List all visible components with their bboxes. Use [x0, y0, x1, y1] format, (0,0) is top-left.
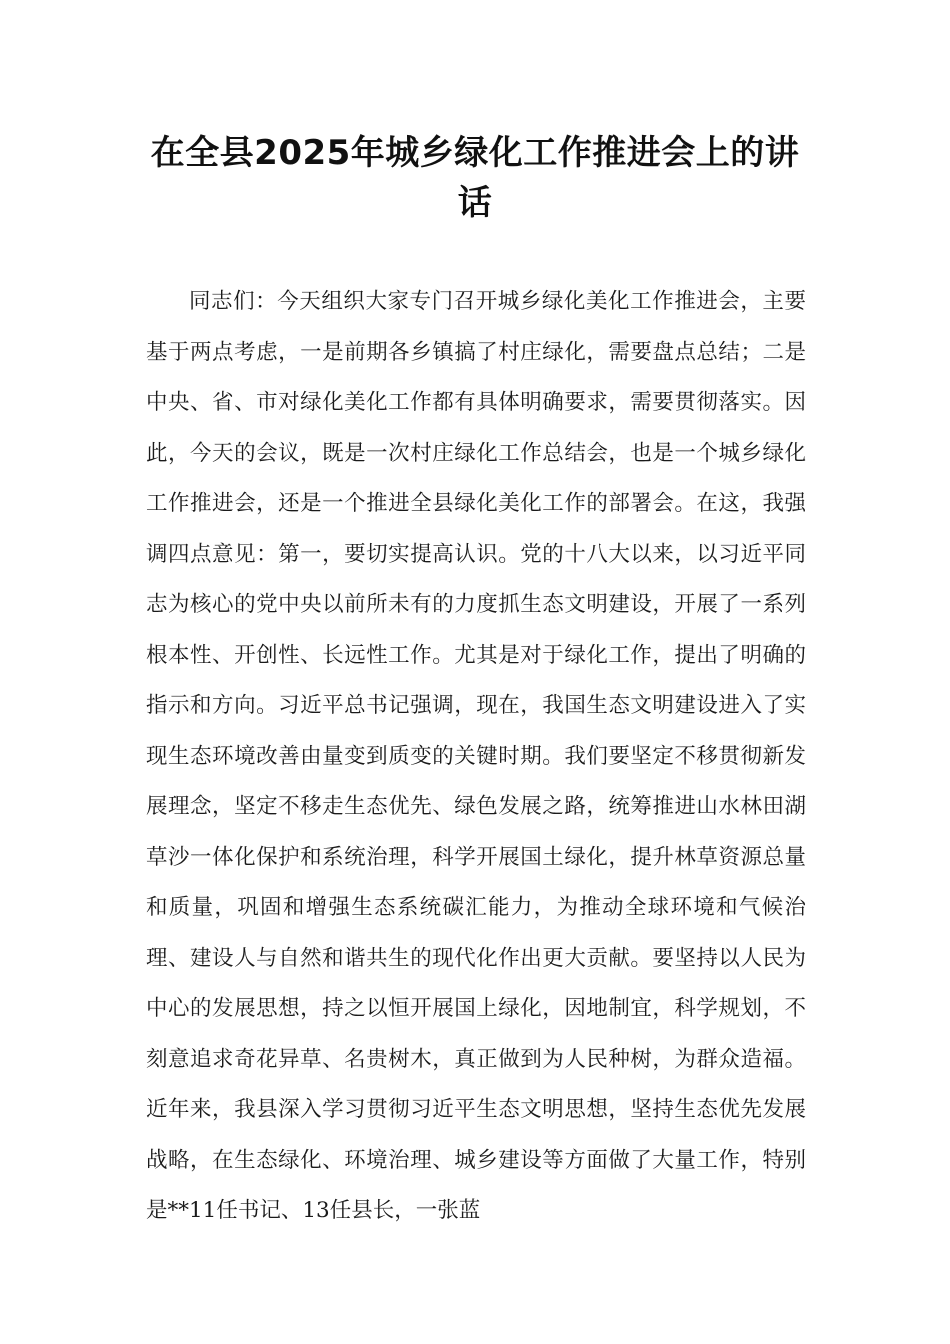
speech-paragraph: 同志们：今天组织大家专门召开城乡绿化美化工作推进会，主要基于两点考虑，一是前期各乡镇搞了村庄绿化，需要盘点总结；二是中央、省、市对绿化美化工作都有具体明确要求，需要贯彻落实。因此，今天的会议，既是一次村庄绿化工作总结会，也是一个城乡绿化工作推进会，还是一个推进全县绿化美化工作的部署会。在这，我强调四点意见：第一，要切实提高认识。党的十八大以来，以习近平同志为核心的党中央以前所未有的力度抓生态文明建设，开展了一系列根本性、开创性、长远性工作。尤其是对于绿化工作，提出了明确的指示和方向。习近平总书记强调，现在，我国生态文明建设进入了实现生态环境改善由量变到质变的关键时期。我们要坚定不移贯彻新发展理念，坚定不移走生态优先、绿色发展之路，统筹推进山水林田湖草沙一体化保护和系统治理，科学开展国土绿化，提升林草资源总量和质量，巩固和增强生态系统碳汇能力，为推动全球环境和气候治理、建设人与自然和谐共生的现代化作出更大贡献。要坚持以人民为中心的发展思想，持之以恒开展国上绿化，因地制宜，科学规划，不刻意追求奇花异草、名贵树木，真正做到为人民种树，为群众造福。近年来，我县深入学习贯彻习近平生态文明思想，坚持生态优先发展战略，在生态绿化、环境治理、城乡建设等方面做了大量工作，特别是**11任书记、13任县长，一张蓝	[146, 289, 806, 1223]
document-title: 在全县2025年城乡绿化工作推进会上的讲话	[150, 133, 800, 223]
